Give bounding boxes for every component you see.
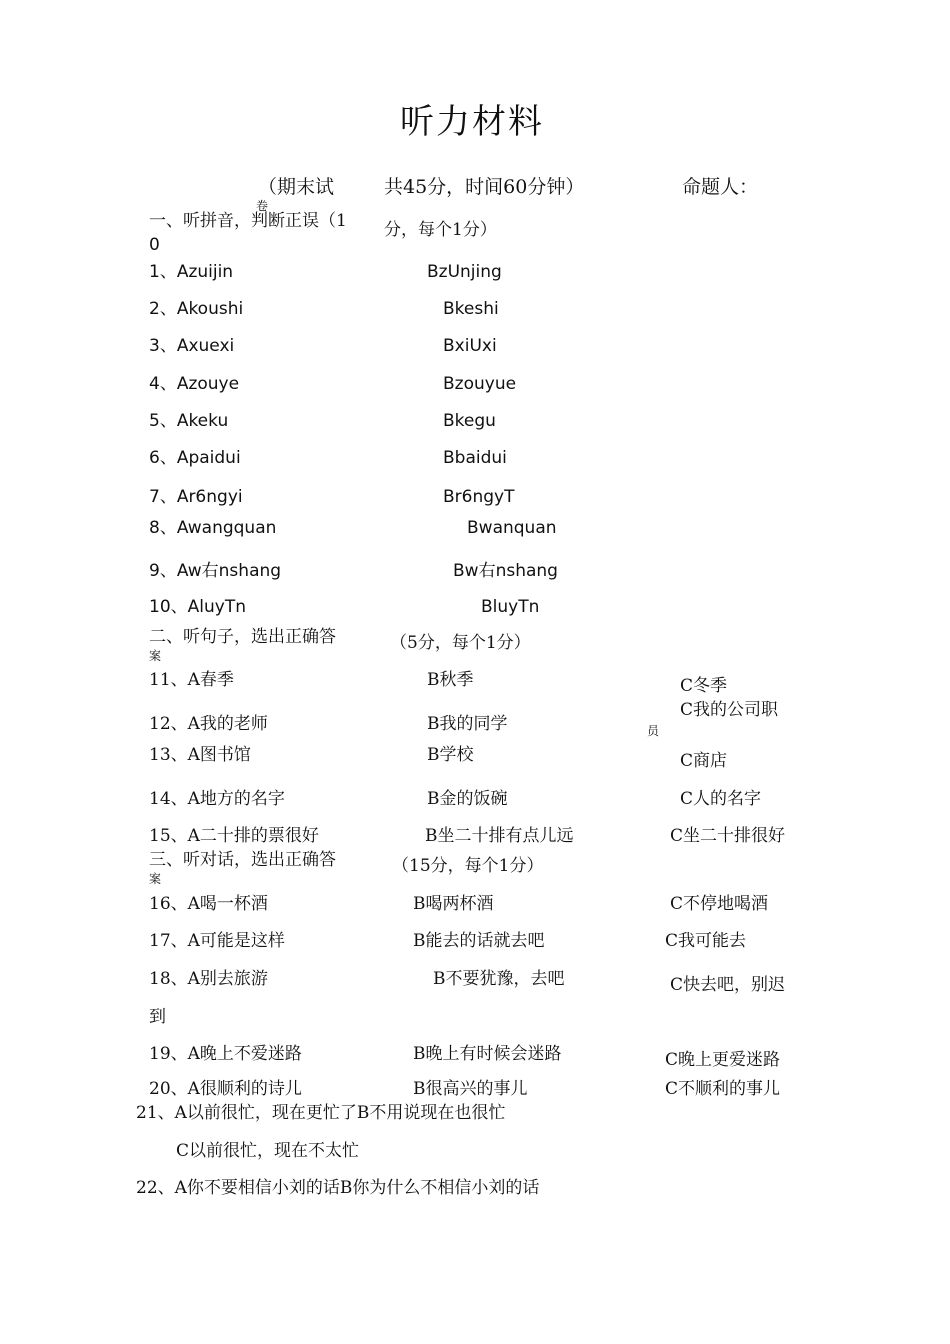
pinyin-item-a: 4、Azouye [149, 374, 240, 394]
sentence-item-c: C人的名字 [680, 789, 762, 809]
dialogue-item-line: C以前很忙，现在不太忙 [176, 1141, 360, 1161]
sentence-item-a: 12、A我的老师 [149, 714, 268, 734]
pinyin-item-b: Bw右nshang [453, 561, 558, 581]
pinyin-item-a: 5、Akeku [149, 411, 229, 431]
sentence-item-b: B学校 [427, 745, 474, 765]
sentence-item-c-overflow: 员 [647, 724, 660, 738]
document-title: 听力材料 [400, 102, 544, 142]
pinyin-item-b: Bbaidui [443, 448, 507, 468]
sentence-item-a: 14、A地方的名字 [149, 789, 285, 809]
section-3-heading-wrap: 案 [149, 872, 162, 886]
sentence-item-b: B金的饭碗 [427, 789, 508, 809]
sentence-item-c: C冬季 [680, 676, 728, 696]
pinyin-item-b: BluyTn [481, 597, 540, 617]
section-2-heading-wrap: 案 [149, 649, 162, 663]
sentence-item-a: 11、A春季 [149, 670, 234, 690]
author-label: 命题人： [682, 176, 759, 198]
pinyin-item-b: Bzouyue [443, 374, 517, 394]
dialogue-item-line: 21、A以前很忙，现在更忙了B不用说现在也很忙 [136, 1103, 506, 1123]
pinyin-item-b: Br6ngyT [443, 487, 515, 507]
exam-name: （期末试 [258, 176, 335, 198]
pinyin-item-b: Bwanquan [467, 518, 557, 538]
sentence-item-c: C我的公司职 [680, 700, 779, 720]
pinyin-item-a: 6、Apaidui [149, 448, 241, 468]
pinyin-item-a: 7、Ar6ngyi [149, 487, 243, 507]
dialogue-item-a: 20、A很顺利的诗儿 [149, 1079, 302, 1099]
sentence-item-a: 13、A图书馆 [149, 745, 251, 765]
section-1-score: 分，每个1分） [384, 220, 497, 240]
dialogue-item-c: C快去吧，别迟 [670, 975, 786, 995]
dialogue-item-b: B很高兴的事儿 [413, 1079, 528, 1099]
section-2-heading: 二、听句子，选出正确答 [149, 627, 336, 647]
pinyin-item-b: Bkegu [443, 411, 496, 431]
exam-name-overflow: 卷 [256, 199, 269, 213]
pinyin-item-a: 9、Aw右nshang [149, 561, 282, 581]
score-time: 共45分，时间60分钟） [384, 176, 585, 198]
dialogue-item-b: B不要犹豫，去吧 [433, 969, 565, 989]
section-1-heading: 一、听拼音，判断正误（1 [149, 211, 347, 231]
dialogue-item-c-wrap: 到 [149, 1007, 166, 1027]
dialogue-item-c: C我可能去 [665, 931, 747, 951]
dialogue-item-b: B能去的话就去吧 [413, 931, 545, 951]
dialogue-item-b: B喝两杯酒 [413, 894, 494, 914]
pinyin-item-b: Bkeshi [443, 299, 499, 319]
dialogue-item-a: 18、A别去旅游 [149, 969, 268, 989]
section-2-score: （5分，每个1分） [390, 633, 531, 653]
dialogue-item-a: 16、A喝一杯酒 [149, 894, 268, 914]
pinyin-item-b: BxiUxi [443, 336, 497, 356]
pinyin-item-a: 2、Akoushi [149, 299, 244, 319]
dialogue-item-line: 22、A你不要相信小刘的话B你为什么不相信小刘的话 [136, 1178, 540, 1198]
sentence-item-a: 15、A二十排的票很好 [149, 826, 319, 846]
pinyin-item-a: 10、AluyTn [149, 597, 246, 617]
dialogue-item-a: 19、A晚上不爱迷路 [149, 1044, 302, 1064]
dialogue-item-c: C不停地喝酒 [670, 894, 769, 914]
pinyin-item-a: 1、Azuijin [149, 262, 234, 282]
dialogue-item-c: C不顺利的事儿 [665, 1079, 781, 1099]
sentence-item-c: C坐二十排很好 [670, 826, 786, 846]
pinyin-item-a: 3、Axuexi [149, 336, 235, 356]
sentence-item-b: B秋季 [427, 670, 474, 690]
dialogue-item-a: 17、A可能是这样 [149, 931, 285, 951]
pinyin-item-a: 8、Awangquan [149, 518, 277, 538]
section-1-heading-wrap: 0 [149, 235, 160, 255]
section-3-heading: 三、听对话，选出正确答 [149, 850, 336, 870]
section-3-score: （15分，每个1分） [392, 856, 544, 876]
sentence-item-b: B坐二十排有点儿远 [425, 826, 574, 846]
sentence-item-b: B我的同学 [427, 714, 508, 734]
dialogue-item-c: C晚上更爱迷路 [665, 1050, 781, 1070]
pinyin-item-b: BzUnjing [427, 262, 502, 282]
sentence-item-c: C商店 [680, 751, 728, 771]
dialogue-item-b: B晚上有时候会迷路 [413, 1044, 562, 1064]
